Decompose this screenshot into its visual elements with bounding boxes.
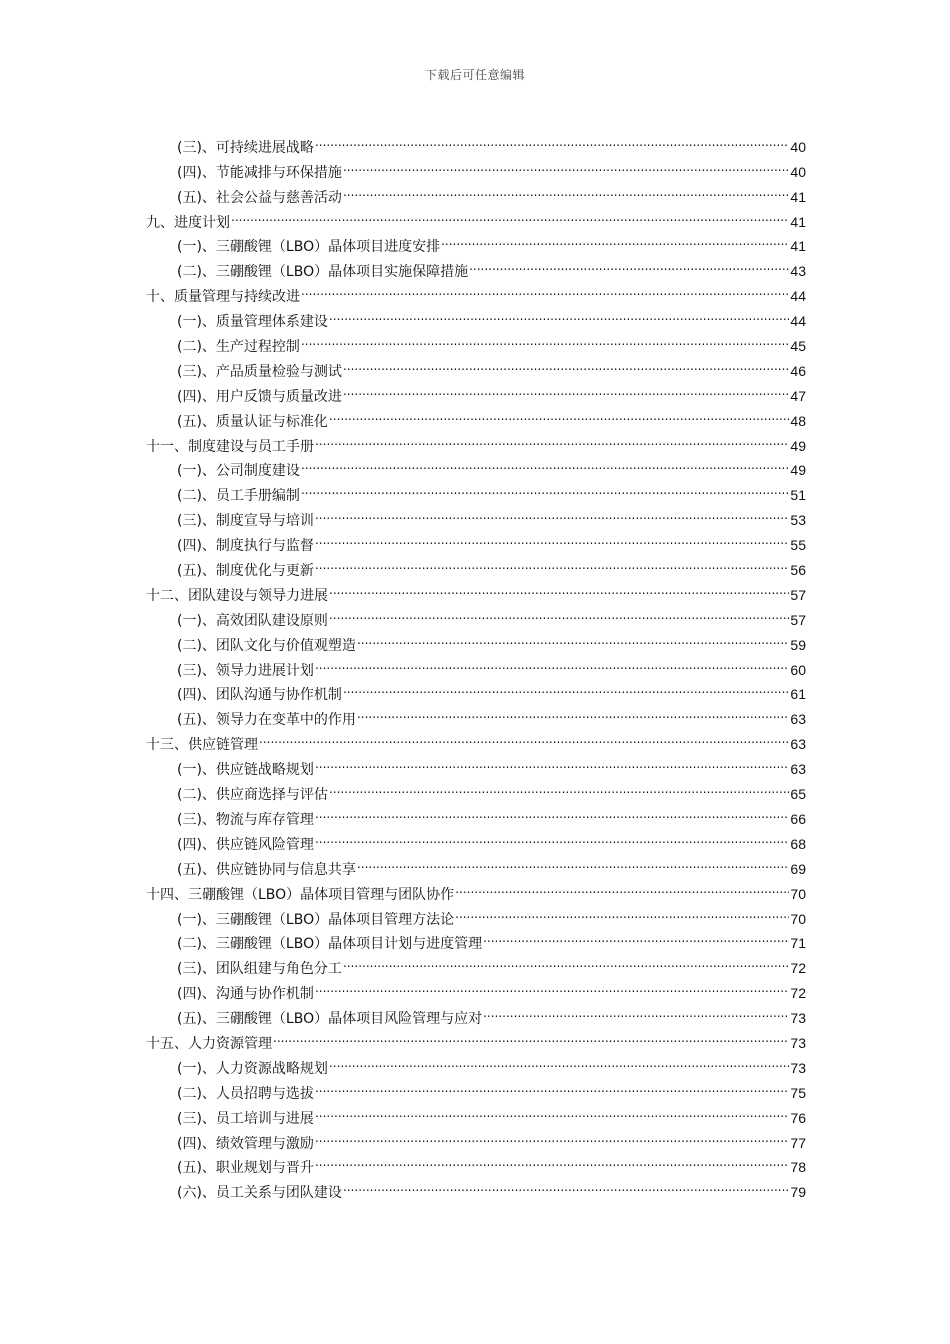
toc-dot-leader bbox=[455, 899, 789, 924]
toc-page-number: 59 bbox=[790, 636, 806, 653]
toc-dot-leader bbox=[455, 874, 789, 899]
toc-entry-label: (三)、可持续进展战略 bbox=[177, 139, 314, 156]
toc-page-number: 73 bbox=[790, 1059, 806, 1076]
toc-dot-leader bbox=[315, 127, 789, 152]
toc-page-number: 72 bbox=[790, 985, 806, 1002]
toc-entry-label: (一)、供应链战略规划 bbox=[177, 762, 314, 779]
toc-page-number: 45 bbox=[790, 338, 806, 355]
toc-dot-leader bbox=[343, 1172, 789, 1197]
toc-dot-leader bbox=[315, 799, 789, 824]
toc-dot-leader bbox=[315, 525, 789, 550]
toc-entry-label: 十一、制度建设与员工手册 bbox=[146, 438, 314, 455]
toc-page-number: 49 bbox=[790, 437, 806, 454]
toc-page-number: 41 bbox=[790, 213, 806, 230]
toc-dot-leader bbox=[357, 699, 789, 724]
toc-entry-label: 十四、三硼酸锂（LBO）晶体项目管理与团队协作 bbox=[146, 886, 455, 903]
toc-entry-label: (五)、三硼酸锂（LBO）晶体项目风险管理与应对 bbox=[177, 1011, 483, 1028]
table-of-contents bbox=[146, 127, 806, 1202]
toc-entry-label: (一)、三硼酸锂（LBO）晶体项目进度安排 bbox=[177, 239, 441, 256]
toc-entry-label: (三)、领导力进展计划 bbox=[177, 662, 314, 679]
toc-entry-label: (二)、团队文化与价值观塑造 bbox=[177, 637, 356, 654]
toc-page-number: 51 bbox=[790, 487, 806, 504]
toc-dot-leader bbox=[315, 1123, 789, 1148]
toc-entry-label: 十三、供应链管理 bbox=[146, 737, 258, 754]
toc-entry-label: (四)、供应链风险管理 bbox=[177, 836, 314, 853]
toc-page-number: 44 bbox=[790, 288, 806, 305]
toc-page-number: 73 bbox=[790, 1010, 806, 1027]
toc-page-number: 57 bbox=[790, 586, 806, 603]
page-header: 下载后可任意编辑 bbox=[424, 68, 525, 82]
toc-entry-label: (三)、员工培训与进展 bbox=[177, 1110, 314, 1127]
toc-entry-label: (五)、职业规划与晋升 bbox=[177, 1160, 314, 1177]
toc-dot-leader bbox=[315, 1073, 789, 1098]
toc-entry-label: 十、质量管理与持续改进 bbox=[146, 289, 300, 306]
toc-page-number: 70 bbox=[790, 885, 806, 902]
toc-dot-leader bbox=[469, 251, 789, 276]
toc-page-number: 40 bbox=[790, 163, 806, 180]
toc-page-number: 72 bbox=[790, 960, 806, 977]
toc-page-number: 77 bbox=[790, 1134, 806, 1151]
toc-dot-leader bbox=[357, 625, 789, 650]
toc-dot-leader bbox=[343, 948, 789, 973]
toc-entry-label: 十二、团队建设与领导力进展 bbox=[146, 587, 328, 604]
toc-dot-leader bbox=[315, 1148, 789, 1173]
toc-page-number: 69 bbox=[790, 860, 806, 877]
toc-page-number: 46 bbox=[790, 362, 806, 379]
toc-entry-label: (二)、三硼酸锂（LBO）晶体项目实施保障措施 bbox=[177, 264, 469, 281]
toc-entry-label: (五)、制度优化与更新 bbox=[177, 563, 314, 580]
toc-dot-leader bbox=[483, 924, 789, 949]
toc-entry-label: (四)、用户反馈与质量改进 bbox=[177, 388, 342, 405]
toc-dot-leader bbox=[315, 500, 789, 525]
toc-dot-leader bbox=[315, 749, 789, 774]
toc-page-number: 41 bbox=[790, 188, 806, 205]
toc-dot-leader bbox=[441, 227, 789, 252]
toc-page-number: 79 bbox=[790, 1184, 806, 1201]
toc-dot-leader bbox=[315, 1098, 789, 1123]
toc-dot-leader bbox=[329, 575, 789, 600]
toc-dot-leader bbox=[329, 1048, 789, 1073]
toc-entry-label: (五)、领导力在变革中的作用 bbox=[177, 712, 356, 729]
toc-entry-label: (二)、人员招聘与选拔 bbox=[177, 1085, 314, 1102]
toc-page-number: 61 bbox=[790, 686, 806, 703]
toc-dot-leader bbox=[329, 774, 789, 799]
toc-dot-leader bbox=[343, 351, 789, 376]
toc-entry-label: (四)、团队沟通与协作机制 bbox=[177, 687, 342, 704]
toc-dot-leader bbox=[357, 849, 789, 874]
toc-dot-leader bbox=[259, 724, 789, 749]
toc-entry-label: (三)、产品质量检验与测试 bbox=[177, 363, 342, 380]
toc-entry-label: (二)、员工手册编制 bbox=[177, 488, 300, 505]
toc-dot-leader bbox=[343, 675, 789, 700]
toc-page-number: 66 bbox=[790, 810, 806, 827]
toc-entry-label: 十五、人力资源管理 bbox=[146, 1035, 272, 1052]
toc-entry-label: (二)、三硼酸锂（LBO）晶体项目计划与进度管理 bbox=[177, 936, 483, 953]
toc-page-number: 57 bbox=[790, 611, 806, 628]
toc-page-number: 43 bbox=[790, 263, 806, 280]
toc-dot-leader bbox=[231, 202, 789, 227]
toc-entry-label: (四)、绩效管理与激励 bbox=[177, 1135, 314, 1152]
toc-entry-label: (五)、供应链协同与信息共享 bbox=[177, 861, 356, 878]
toc-dot-leader bbox=[315, 426, 789, 451]
toc-dot-leader bbox=[301, 276, 789, 301]
toc-entry-label: 九、进度计划 bbox=[146, 214, 230, 231]
toc-dot-leader bbox=[301, 475, 789, 500]
toc-entry-label: (二)、生产过程控制 bbox=[177, 339, 300, 356]
toc-page-number: 75 bbox=[790, 1084, 806, 1101]
toc-page-number: 40 bbox=[790, 138, 806, 155]
toc-page-number: 63 bbox=[790, 711, 806, 728]
toc-page-number: 63 bbox=[790, 736, 806, 753]
toc-page-number: 68 bbox=[790, 835, 806, 852]
toc-entry-label: (三)、制度宣导与培训 bbox=[177, 513, 314, 530]
toc-page-number: 70 bbox=[790, 910, 806, 927]
toc-page-number: 65 bbox=[790, 786, 806, 803]
toc-page-number: 63 bbox=[790, 761, 806, 778]
toc-dot-leader bbox=[315, 973, 789, 998]
toc-entry-label: (四)、沟通与协作机制 bbox=[177, 986, 314, 1003]
toc-entry-label: (一)、公司制度建设 bbox=[177, 463, 300, 480]
toc-entry-label: (一)、高效团队建设原则 bbox=[177, 612, 328, 629]
toc-dot-leader bbox=[343, 152, 789, 177]
toc-page-number: 48 bbox=[790, 412, 806, 429]
toc-dot-leader bbox=[343, 376, 789, 401]
toc-dot-leader bbox=[329, 401, 789, 426]
toc-entry-label: (三)、物流与库存管理 bbox=[177, 811, 314, 828]
toc-dot-leader bbox=[273, 1023, 789, 1048]
toc-dot-leader bbox=[315, 650, 789, 675]
toc-page-number: 60 bbox=[790, 661, 806, 678]
toc-page-number: 76 bbox=[790, 1109, 806, 1126]
toc-entry-label: (四)、节能减排与环保措施 bbox=[177, 164, 342, 181]
toc-entry-label: (五)、质量认证与标准化 bbox=[177, 413, 328, 430]
toc-section-entry[interactable] bbox=[146, 227, 806, 256]
toc-entry-label: (四)、制度执行与监督 bbox=[177, 538, 314, 555]
toc-entry-label: (六)、员工关系与团队建设 bbox=[177, 1185, 342, 1202]
toc-page-number: 49 bbox=[790, 462, 806, 479]
toc-dot-leader bbox=[329, 301, 789, 326]
toc-entry-label: (二)、供应商选择与评估 bbox=[177, 787, 328, 804]
toc-entry-label: (一)、人力资源战略规划 bbox=[177, 1060, 328, 1077]
toc-page-number: 55 bbox=[790, 537, 806, 554]
toc-page-number: 44 bbox=[790, 313, 806, 330]
toc-chapter-entry[interactable] bbox=[146, 202, 806, 231]
toc-page-number: 71 bbox=[790, 935, 806, 952]
toc-page-number: 56 bbox=[790, 562, 806, 579]
toc-page-number: 78 bbox=[790, 1159, 806, 1176]
toc-dot-leader bbox=[483, 998, 789, 1023]
toc-page-number: 53 bbox=[790, 512, 806, 529]
toc-entry-label: (三)、团队组建与角色分工 bbox=[177, 961, 342, 978]
toc-entry-label: (一)、质量管理体系建设 bbox=[177, 314, 328, 331]
toc-dot-leader bbox=[315, 550, 789, 575]
toc-dot-leader bbox=[301, 326, 789, 351]
toc-dot-leader bbox=[315, 824, 789, 849]
toc-entry-label: (五)、社会公益与慈善活动 bbox=[177, 189, 342, 206]
toc-dot-leader bbox=[301, 451, 789, 476]
toc-page-number: 73 bbox=[790, 1034, 806, 1051]
toc-entry-label: (一)、三硼酸锂（LBO）晶体项目管理方法论 bbox=[177, 911, 455, 928]
toc-page-number: 47 bbox=[790, 387, 806, 404]
toc-dot-leader bbox=[329, 600, 789, 625]
toc-page-number: 41 bbox=[790, 238, 806, 255]
toc-dot-leader bbox=[343, 177, 789, 202]
toc-section-entry[interactable] bbox=[146, 127, 806, 156]
